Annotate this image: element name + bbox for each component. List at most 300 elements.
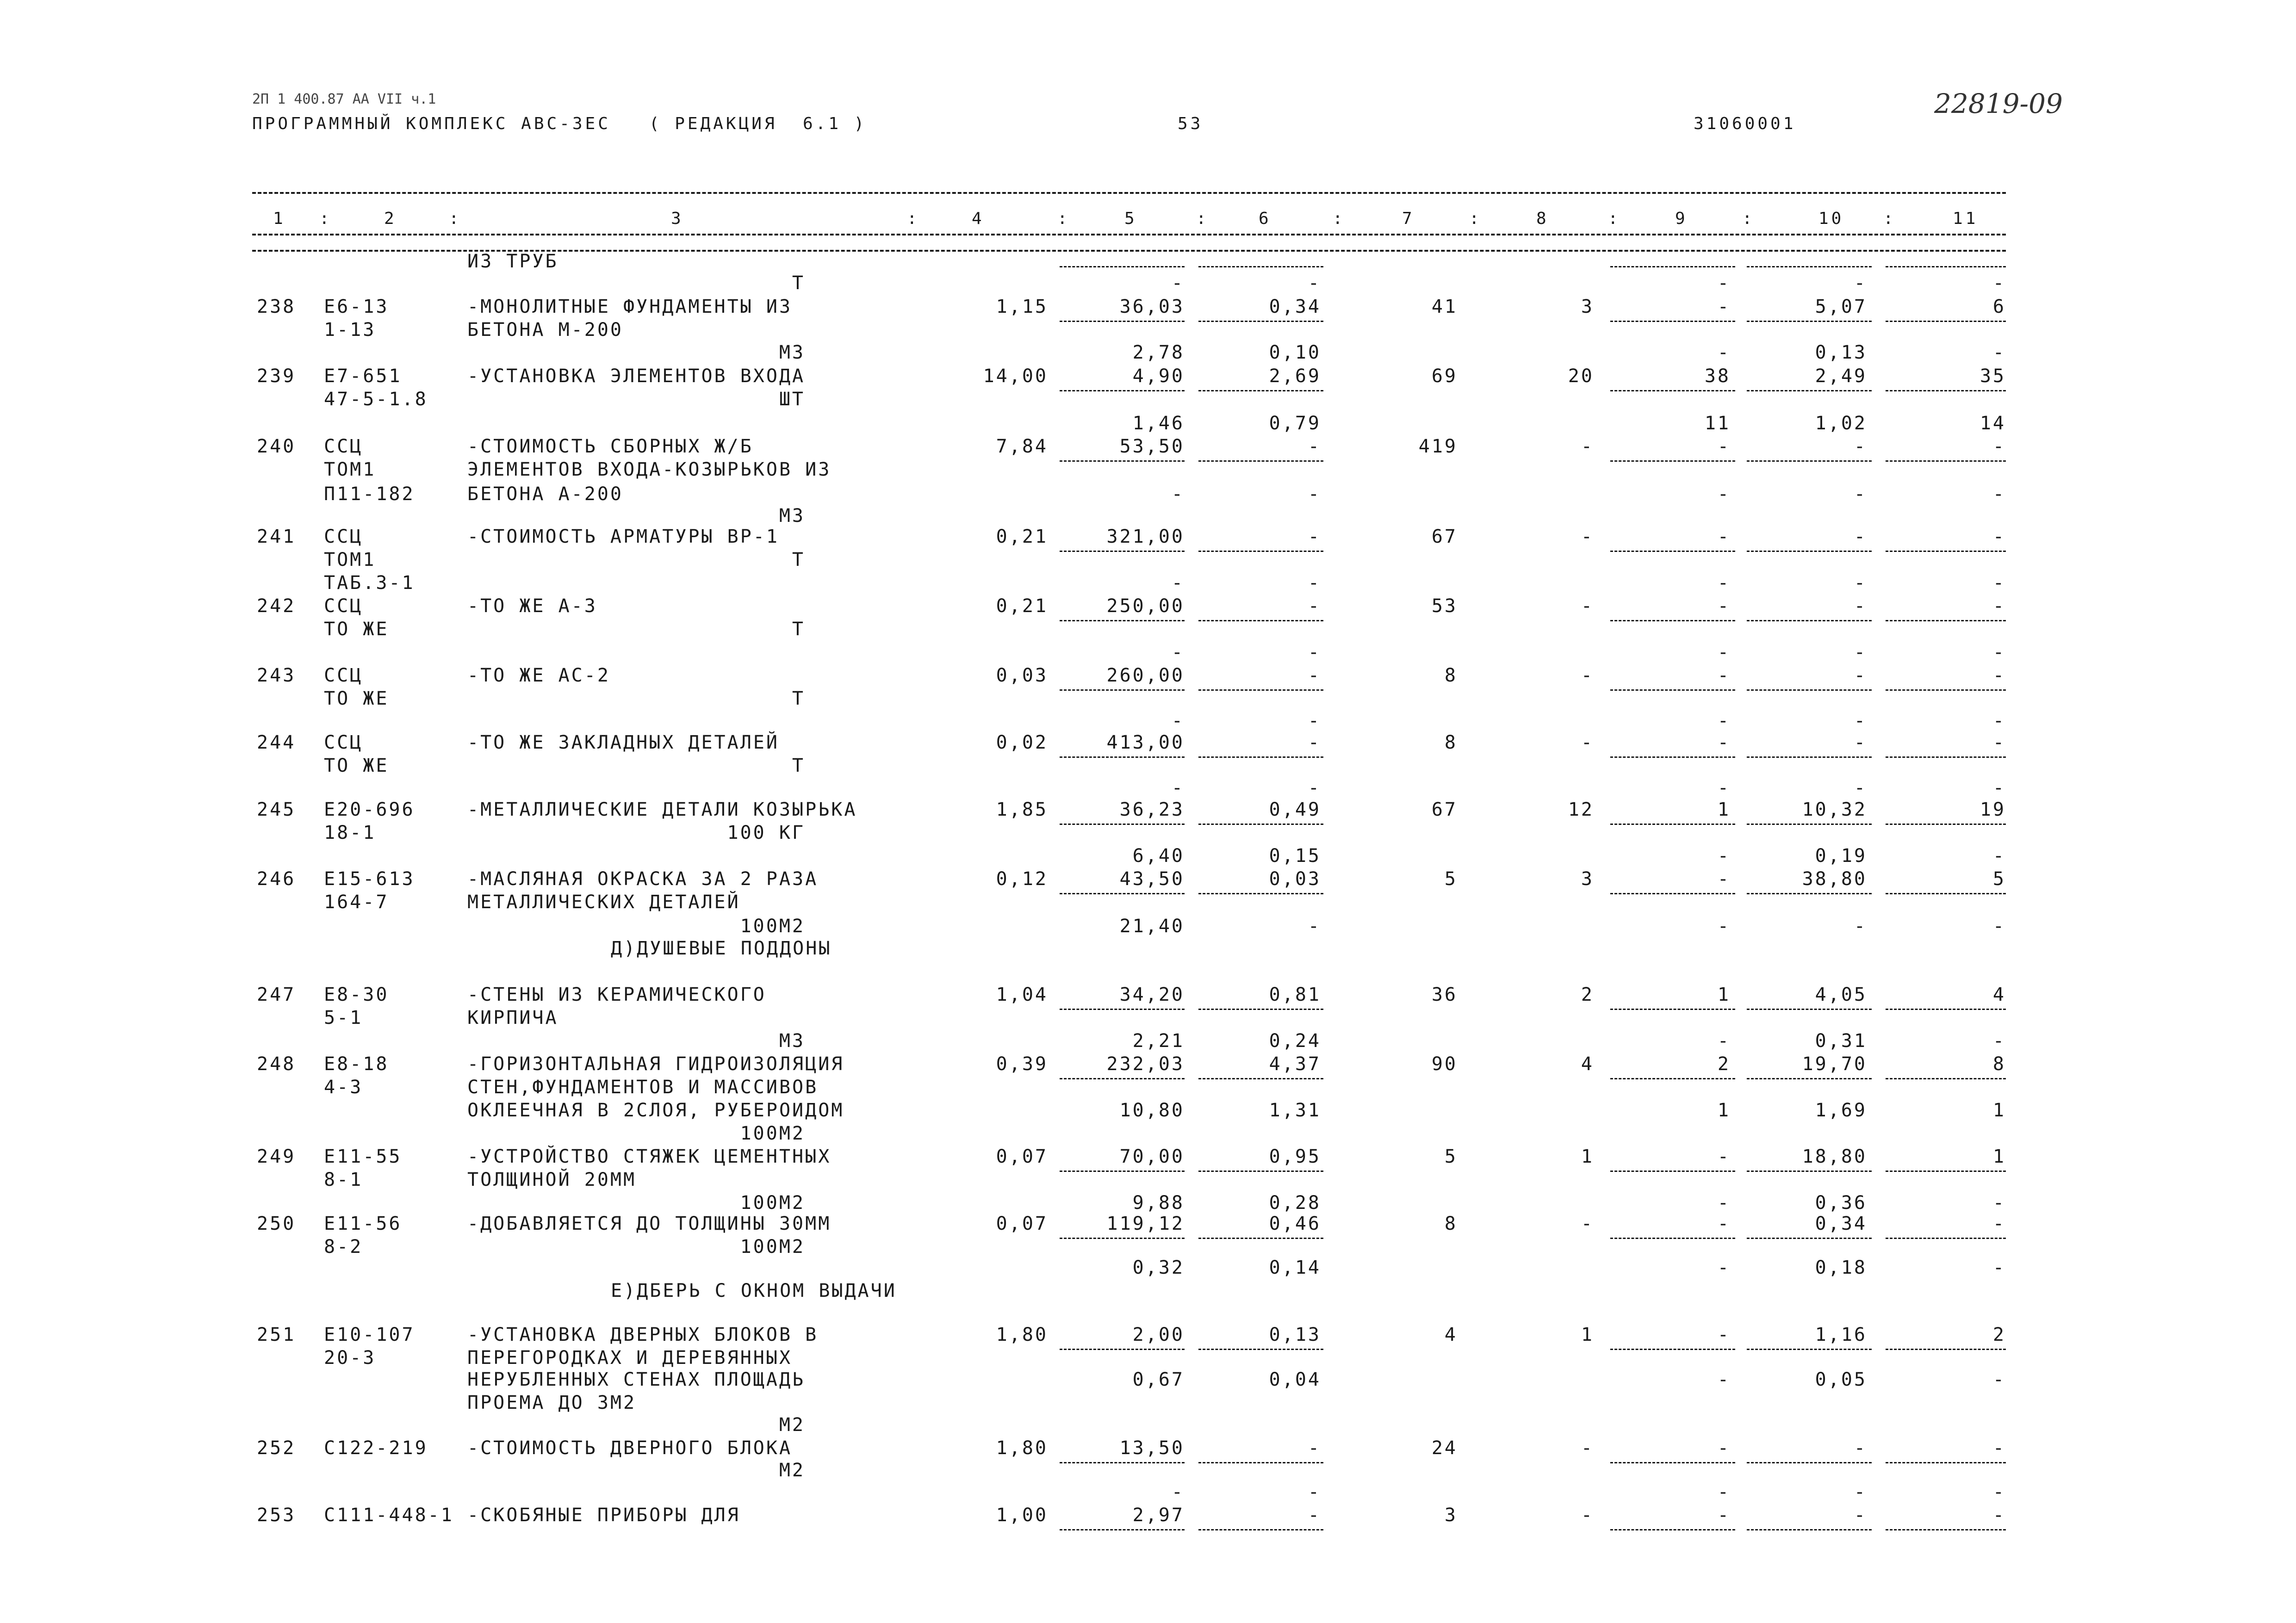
cell-rule xyxy=(1060,689,1185,691)
cell-col-5: - xyxy=(1171,777,1185,799)
cell-col-9: 1 xyxy=(1717,1100,1731,1121)
cell-col-5: - xyxy=(1171,642,1185,663)
cell-col-5: 2,97 xyxy=(1132,1505,1185,1526)
cell-col-1: 243 xyxy=(257,665,296,686)
cell-col-6: - xyxy=(1308,916,1321,937)
column-number-5: 5 xyxy=(1124,209,1137,228)
cell-col-3: -УСТРОЙСТВО СТЯЖЕК ЦЕМЕНТНЫХ xyxy=(467,1146,832,1167)
cell-col-3: -МОНОЛИТНЫЕ ФУНДАМЕНТЫ ИЗ xyxy=(467,296,793,317)
column-separator: : xyxy=(1057,209,1070,228)
cell-col-5: 21,40 xyxy=(1119,916,1185,937)
cell-col-9: 1 xyxy=(1717,984,1731,1005)
cell-col-5: 43,50 xyxy=(1119,868,1185,890)
cell-col-11: - xyxy=(1992,572,2006,594)
cell-col-6: - xyxy=(1308,665,1321,686)
cell-col-2: ССЦ xyxy=(324,595,363,617)
cell-rule xyxy=(1610,689,1735,691)
cell-rule xyxy=(1060,1171,1185,1172)
cell-col-10: - xyxy=(1854,572,1867,594)
cell-rule xyxy=(1610,1462,1735,1463)
column-separator: : xyxy=(1742,209,1755,228)
cell-col-6: - xyxy=(1308,1481,1321,1503)
cell-rule xyxy=(1060,266,1185,267)
cell-col-4: 0,07 xyxy=(996,1213,1048,1234)
unit-cell: Т xyxy=(792,273,805,294)
cell-rule xyxy=(1747,266,1872,267)
cell-col-11: 5 xyxy=(1992,868,2006,890)
cell-rule xyxy=(1610,756,1735,758)
cell-col-4: 0,03 xyxy=(996,665,1048,686)
cell-col-3: КИРПИЧА xyxy=(467,1007,558,1028)
cell-col-3: ОКЛЕЕЧНАЯ В 2СЛОЯ, РУБЕРОИДОМ xyxy=(467,1100,844,1121)
cell-col-9: - xyxy=(1717,526,1731,547)
cell-col-10: - xyxy=(1854,483,1867,505)
cell-rule xyxy=(1060,1349,1185,1350)
cell-rule xyxy=(1747,1009,1872,1010)
cell-col-1: 245 xyxy=(257,799,296,820)
cell-col-6: 2,69 xyxy=(1269,365,1321,387)
column-number-9: 9 xyxy=(1675,209,1688,228)
page-number: 53 xyxy=(1178,114,1204,133)
cell-rule xyxy=(1747,1349,1872,1350)
cell-col-5: 0,67 xyxy=(1132,1369,1185,1390)
column-separator: : xyxy=(1333,209,1346,228)
cell-col-2: 18-1 xyxy=(324,822,376,843)
cell-col-10: 0,31 xyxy=(1815,1030,1867,1052)
cell-col-8: 1 xyxy=(1581,1324,1594,1345)
unit-cell: 100М2 xyxy=(740,916,805,937)
cell-rule xyxy=(1886,1171,2006,1172)
cell-rule xyxy=(1610,1349,1735,1350)
cell-col-4: 0,21 xyxy=(996,526,1048,547)
cell-col-5: 34,20 xyxy=(1119,984,1185,1005)
cell-col-4: 0,12 xyxy=(996,868,1048,890)
cell-col-2: ТОМ1 xyxy=(324,549,376,570)
cell-col-1: 250 xyxy=(257,1213,296,1234)
cell-col-10: 10,32 xyxy=(1802,799,1867,820)
cell-col-5: 1,46 xyxy=(1132,413,1185,434)
cell-col-2: Е15-613 xyxy=(324,868,415,890)
cell-col-2: ССЦ xyxy=(324,665,363,686)
column-separator: : xyxy=(907,209,920,228)
cell-col-2: 47-5-1.8 xyxy=(324,389,428,410)
cell-col-3: ИЗ ТРУБ xyxy=(467,251,558,272)
cell-col-10: - xyxy=(1854,1437,1867,1459)
cell-col-7: 419 xyxy=(1418,436,1458,457)
cell-rule xyxy=(1610,551,1735,552)
cell-col-10: - xyxy=(1854,642,1867,663)
cell-rule xyxy=(1610,1529,1735,1530)
cell-col-9: - xyxy=(1717,777,1731,799)
cell-col-9: - xyxy=(1717,1481,1731,1503)
cell-col-6: 0,10 xyxy=(1269,342,1321,363)
cell-col-11: 14 xyxy=(1980,413,2006,434)
cell-rule xyxy=(1198,1009,1323,1010)
cell-col-9: - xyxy=(1717,1369,1731,1390)
cell-col-2: ТАБ.3-1 xyxy=(324,572,415,594)
cell-rule xyxy=(1060,390,1185,391)
cell-col-5: 119,12 xyxy=(1106,1213,1185,1234)
cell-col-9: 1 xyxy=(1717,799,1731,820)
cell-col-10: 0,34 xyxy=(1815,1213,1867,1234)
cell-rule xyxy=(1060,824,1185,825)
cell-col-10: 0,19 xyxy=(1815,845,1867,867)
cell-rule xyxy=(1886,460,2006,462)
cell-col-11: 1 xyxy=(1992,1100,2006,1121)
cell-col-10: 1,02 xyxy=(1815,413,1867,434)
cell-rule xyxy=(1747,1238,1872,1239)
unit-cell: М2 xyxy=(779,1414,805,1436)
cell-rule xyxy=(1198,893,1323,894)
cell-rule xyxy=(1198,620,1323,621)
cell-rule xyxy=(1060,1238,1185,1239)
cell-col-2: С122-219 xyxy=(324,1437,428,1459)
cell-col-11: 4 xyxy=(1992,984,2006,1005)
unit-cell: М3 xyxy=(779,505,805,527)
cell-col-8: 20 xyxy=(1568,365,1594,387)
cell-rule xyxy=(1198,266,1323,267)
unit-cell: М3 xyxy=(779,342,805,363)
cell-rule xyxy=(1747,551,1872,552)
cell-col-5: 9,88 xyxy=(1132,1192,1185,1214)
cell-rule xyxy=(1198,390,1323,391)
cell-rule xyxy=(1060,1462,1185,1463)
cell-rule xyxy=(1610,893,1735,894)
section-heading: Д)ДУШЕВЫЕ ПОДДОНЫ xyxy=(611,938,832,959)
cell-col-8: - xyxy=(1581,1213,1594,1234)
cell-col-6: 0,24 xyxy=(1269,1030,1321,1052)
cell-col-5: 4,90 xyxy=(1132,365,1185,387)
cell-col-10: 0,36 xyxy=(1815,1192,1867,1214)
cell-col-7: 69 xyxy=(1431,365,1458,387)
cell-col-3: БЕТОНА М-200 xyxy=(467,319,623,341)
unit-cell: М2 xyxy=(779,1460,805,1481)
column-separator: : xyxy=(1608,209,1621,228)
cell-col-10: 2,49 xyxy=(1815,365,1867,387)
cell-rule xyxy=(1198,1171,1323,1172)
cell-col-7: 8 xyxy=(1444,732,1458,753)
cell-col-1: 253 xyxy=(257,1505,296,1526)
cell-col-3: ПРОЕМА ДО 3М2 xyxy=(467,1392,637,1413)
cell-col-6: 0,34 xyxy=(1269,296,1321,317)
cell-col-5: 53,50 xyxy=(1119,436,1185,457)
cell-col-6: - xyxy=(1308,777,1321,799)
cell-col-7: 41 xyxy=(1431,296,1458,317)
cell-rule xyxy=(1198,1238,1323,1239)
cell-col-11: - xyxy=(1992,732,2006,753)
cell-col-2: ТО ЖЕ xyxy=(324,619,389,640)
cell-rule xyxy=(1610,1078,1735,1079)
cell-col-11: - xyxy=(1992,1437,2006,1459)
cell-col-7: 53 xyxy=(1431,595,1458,617)
cell-rule xyxy=(1886,689,2006,691)
cell-col-10: - xyxy=(1854,273,1867,294)
unit-cell: 100 КГ xyxy=(727,822,805,843)
cell-rule xyxy=(1747,460,1872,462)
cell-col-4: 1,04 xyxy=(996,984,1048,1005)
cell-col-6: 4,37 xyxy=(1269,1053,1321,1075)
cell-col-3: -ТО ЖЕ А-3 xyxy=(467,595,597,617)
cell-col-6: - xyxy=(1308,436,1321,457)
cell-col-7: 36 xyxy=(1431,984,1458,1005)
column-number-8: 8 xyxy=(1536,209,1549,228)
cell-col-4: 1,85 xyxy=(996,799,1048,820)
cell-col-2: 20-3 xyxy=(324,1347,376,1369)
cell-col-11: - xyxy=(1992,1369,2006,1390)
cell-col-9: - xyxy=(1717,1030,1731,1052)
cell-col-10: 19,70 xyxy=(1802,1053,1867,1075)
cell-col-2: С111-448-1 xyxy=(324,1505,454,1526)
cell-col-10: - xyxy=(1854,1505,1867,1526)
cell-col-9: - xyxy=(1717,572,1731,594)
cell-col-7: 4 xyxy=(1444,1324,1458,1345)
cell-col-6: 0,46 xyxy=(1269,1213,1321,1234)
cell-col-11: - xyxy=(1992,595,2006,617)
cell-col-7: 5 xyxy=(1444,868,1458,890)
unit-cell: 100М2 xyxy=(740,1192,805,1214)
cell-col-9: - xyxy=(1717,436,1731,457)
cell-col-2: ТО ЖЕ xyxy=(324,688,389,709)
cell-col-11: - xyxy=(1992,273,2006,294)
cell-col-6: 0,14 xyxy=(1269,1257,1321,1278)
cell-col-6: - xyxy=(1308,642,1321,663)
cell-col-1: 251 xyxy=(257,1324,296,1345)
cell-col-8: 3 xyxy=(1581,868,1594,890)
cell-col-3: -СТЕНЫ ИЗ КЕРАМИЧЕСКОГО xyxy=(467,984,766,1005)
cell-col-8: - xyxy=(1581,732,1594,753)
column-number-3: 3 xyxy=(671,209,684,228)
cell-rule xyxy=(1886,390,2006,391)
cell-rule xyxy=(1886,1529,2006,1530)
cell-col-3: -ГОРИЗОНТАЛЬНАЯ ГИДРОИЗОЛЯЦИЯ xyxy=(467,1053,844,1075)
cell-col-11: 19 xyxy=(1980,799,2006,820)
cell-col-5: - xyxy=(1171,273,1185,294)
cell-col-7: 67 xyxy=(1431,526,1458,547)
cell-col-7: 24 xyxy=(1431,1437,1458,1459)
cell-col-10: - xyxy=(1854,595,1867,617)
cell-col-4: 0,21 xyxy=(996,595,1048,617)
cell-rule xyxy=(1198,1462,1323,1463)
cell-col-2: Е11-56 xyxy=(324,1213,402,1234)
column-number-4: 4 xyxy=(972,209,985,228)
cell-rule xyxy=(1747,1462,1872,1463)
cell-col-1: 248 xyxy=(257,1053,296,1075)
cell-rule xyxy=(1060,1078,1185,1079)
cell-col-6: 0,13 xyxy=(1269,1324,1321,1345)
cell-col-2: Е7-651 xyxy=(324,365,402,387)
cell-rule xyxy=(1747,620,1872,621)
cell-rule xyxy=(1060,893,1185,894)
doc-code: 2П 1 400.87 АА VII ч.1 xyxy=(252,91,436,107)
cell-col-6: - xyxy=(1308,483,1321,505)
cell-col-3: ТОЛЩИНОЙ 20ММ xyxy=(467,1169,637,1190)
cell-col-4: 1,80 xyxy=(996,1324,1048,1345)
cell-col-3: -ТО ЖЕ АС-2 xyxy=(467,665,610,686)
handwritten-number: 22819-09 xyxy=(1934,88,2063,119)
cell-col-9: - xyxy=(1717,1213,1731,1234)
cell-col-9: - xyxy=(1717,916,1731,937)
cell-col-3: ПЕРЕГОРОДКАХ И ДЕРЕВЯННЫХ xyxy=(467,1347,793,1369)
cell-col-2: ССЦ xyxy=(324,732,363,753)
cell-col-5: 36,03 xyxy=(1119,296,1185,317)
cell-col-11: - xyxy=(1992,916,2006,937)
cell-rule xyxy=(1747,756,1872,758)
cell-rule xyxy=(1610,620,1735,621)
cell-col-1: 249 xyxy=(257,1146,296,1167)
cell-col-10: - xyxy=(1854,526,1867,547)
cell-col-5: 2,78 xyxy=(1132,342,1185,363)
cell-col-4: 1,80 xyxy=(996,1437,1048,1459)
cell-col-11: - xyxy=(1992,642,2006,663)
column-number-11: 11 xyxy=(1953,209,1979,228)
cell-col-5: 13,50 xyxy=(1119,1437,1185,1459)
cell-rule xyxy=(1198,1529,1323,1530)
cell-col-9: - xyxy=(1717,483,1731,505)
cell-col-2: Е20-696 xyxy=(324,799,415,820)
cell-col-8: 3 xyxy=(1581,296,1594,317)
table-header-rule xyxy=(252,234,2006,235)
cell-rule xyxy=(1060,1009,1185,1010)
cell-col-2: ССЦ xyxy=(324,436,363,457)
cell-col-10: 4,05 xyxy=(1815,984,1867,1005)
cell-rule xyxy=(1610,1009,1735,1010)
cell-col-10: - xyxy=(1854,710,1867,731)
column-separator: : xyxy=(1883,209,1896,228)
cell-col-3: -СТОИМОСТЬ СБОРНЫХ Ж/Б xyxy=(467,436,753,457)
cell-rule xyxy=(1060,756,1185,758)
unit-cell: ШТ xyxy=(779,389,805,410)
document-number: 31060001 xyxy=(1694,114,1796,133)
cell-col-6: 0,49 xyxy=(1269,799,1321,820)
cell-rule xyxy=(1747,824,1872,825)
cell-col-2: ТО ЖЕ xyxy=(324,755,389,776)
unit-cell: Т xyxy=(792,619,805,640)
cell-col-3: -МАСЛЯНАЯ ОКРАСКА ЗА 2 РАЗА xyxy=(467,868,819,890)
cell-rule xyxy=(1610,824,1735,825)
cell-rule xyxy=(1198,321,1323,322)
cell-col-3: БЕТОНА А-200 xyxy=(467,483,623,505)
cell-rule xyxy=(1747,1171,1872,1172)
cell-rule xyxy=(1747,390,1872,391)
cell-col-3: ЭЛЕМЕНТОВ ВХОДА-КОЗЫРЬКОВ ИЗ xyxy=(467,459,832,480)
cell-col-8: - xyxy=(1581,595,1594,617)
cell-col-4: 0,39 xyxy=(996,1053,1048,1075)
cell-rule xyxy=(1886,620,2006,621)
cell-rule xyxy=(1198,1078,1323,1079)
cell-col-1: 246 xyxy=(257,868,296,890)
unit-cell: 100М2 xyxy=(740,1236,805,1258)
cell-rule xyxy=(1886,1462,2006,1463)
cell-col-3: НЕРУБЛЕННЫХ СТЕНАХ ПЛОЩАДЬ xyxy=(467,1369,806,1390)
cell-rule xyxy=(1886,1349,2006,1350)
cell-rule xyxy=(1060,460,1185,462)
cell-col-6: 0,28 xyxy=(1269,1192,1321,1214)
cell-col-11: - xyxy=(1992,710,2006,731)
cell-col-10: 1,69 xyxy=(1815,1100,1867,1121)
cell-col-7: 8 xyxy=(1444,665,1458,686)
cell-col-4: 7,84 xyxy=(996,436,1048,457)
cell-col-11: 6 xyxy=(1992,296,2006,317)
cell-col-11: - xyxy=(1992,436,2006,457)
cell-col-9: - xyxy=(1717,1437,1731,1459)
cell-col-10: 0,05 xyxy=(1815,1369,1867,1390)
cell-col-6: - xyxy=(1308,732,1321,753)
cell-rule xyxy=(1198,1349,1323,1350)
cell-rule xyxy=(1610,390,1735,391)
column-number-2: 2 xyxy=(384,209,397,228)
cell-col-11: 35 xyxy=(1980,365,2006,387)
cell-col-11: - xyxy=(1992,1257,2006,1278)
cell-col-2: 8-2 xyxy=(324,1236,363,1258)
cell-col-7: 8 xyxy=(1444,1213,1458,1234)
cell-rule xyxy=(1747,1078,1872,1079)
unit-cell: Т xyxy=(792,688,805,709)
cell-col-8: 1 xyxy=(1581,1146,1594,1167)
cell-col-10: 0,18 xyxy=(1815,1257,1867,1278)
column-separator: : xyxy=(1196,209,1209,228)
cell-col-6: 0,03 xyxy=(1269,868,1321,890)
cell-col-5: 0,32 xyxy=(1132,1257,1185,1278)
unit-cell: Т xyxy=(792,549,805,570)
cell-rule xyxy=(1198,756,1323,758)
cell-col-9: - xyxy=(1717,296,1731,317)
cell-col-9: - xyxy=(1717,732,1731,753)
cell-col-5: 321,00 xyxy=(1106,526,1185,547)
cell-rule xyxy=(1610,321,1735,322)
cell-col-3: -УСТАНОВКА ЭЛЕМЕНТОВ ВХОДА xyxy=(467,365,806,387)
cell-col-6: - xyxy=(1308,1437,1321,1459)
cell-col-11: - xyxy=(1992,1213,2006,1234)
cell-rule xyxy=(1747,1529,1872,1530)
cell-col-9: 2 xyxy=(1717,1053,1731,1075)
cell-col-11: - xyxy=(1992,845,2006,867)
cell-col-11: - xyxy=(1992,526,2006,547)
cell-col-2: Е8-18 xyxy=(324,1053,389,1075)
cell-col-3: -СКОБЯНЫЕ ПРИБОРЫ ДЛЯ xyxy=(467,1505,740,1526)
cell-col-6: - xyxy=(1308,273,1321,294)
cell-col-5: 2,21 xyxy=(1132,1030,1185,1052)
cell-col-5: 10,80 xyxy=(1119,1100,1185,1121)
cell-col-9: - xyxy=(1717,868,1731,890)
cell-col-4: 0,07 xyxy=(996,1146,1048,1167)
cell-col-5: 232,03 xyxy=(1106,1053,1185,1075)
cell-col-11: 2 xyxy=(1992,1324,2006,1345)
cell-col-5: 260,00 xyxy=(1106,665,1185,686)
cell-rule xyxy=(1886,893,2006,894)
cell-rule xyxy=(1886,1009,2006,1010)
cell-col-11: - xyxy=(1992,342,2006,363)
program-title: ПРОГРАММНЫЙ КОМПЛЕКС АВС-ЗЕС ( РЕДАКЦИЯ 6.1 ) xyxy=(252,114,867,133)
column-number-10: 10 xyxy=(1818,209,1844,228)
cell-col-10: 5,07 xyxy=(1815,296,1867,317)
column-number-6: 6 xyxy=(1259,209,1272,228)
cell-rule xyxy=(1198,551,1323,552)
cell-col-8: - xyxy=(1581,436,1594,457)
cell-col-4: 1,00 xyxy=(996,1505,1048,1526)
cell-col-5: - xyxy=(1171,1481,1185,1503)
cell-col-11: - xyxy=(1992,1481,2006,1503)
cell-col-7: 67 xyxy=(1431,799,1458,820)
cell-rule xyxy=(1886,551,2006,552)
cell-col-11: 1 xyxy=(1992,1146,2006,1167)
cell-col-1: 239 xyxy=(257,365,296,387)
cell-col-2: 5-1 xyxy=(324,1007,363,1028)
cell-col-10: - xyxy=(1854,665,1867,686)
column-number-1: 1 xyxy=(273,209,286,228)
cell-col-9: - xyxy=(1717,1324,1731,1345)
cell-col-9: 38 xyxy=(1704,365,1731,387)
cell-col-6: - xyxy=(1308,526,1321,547)
